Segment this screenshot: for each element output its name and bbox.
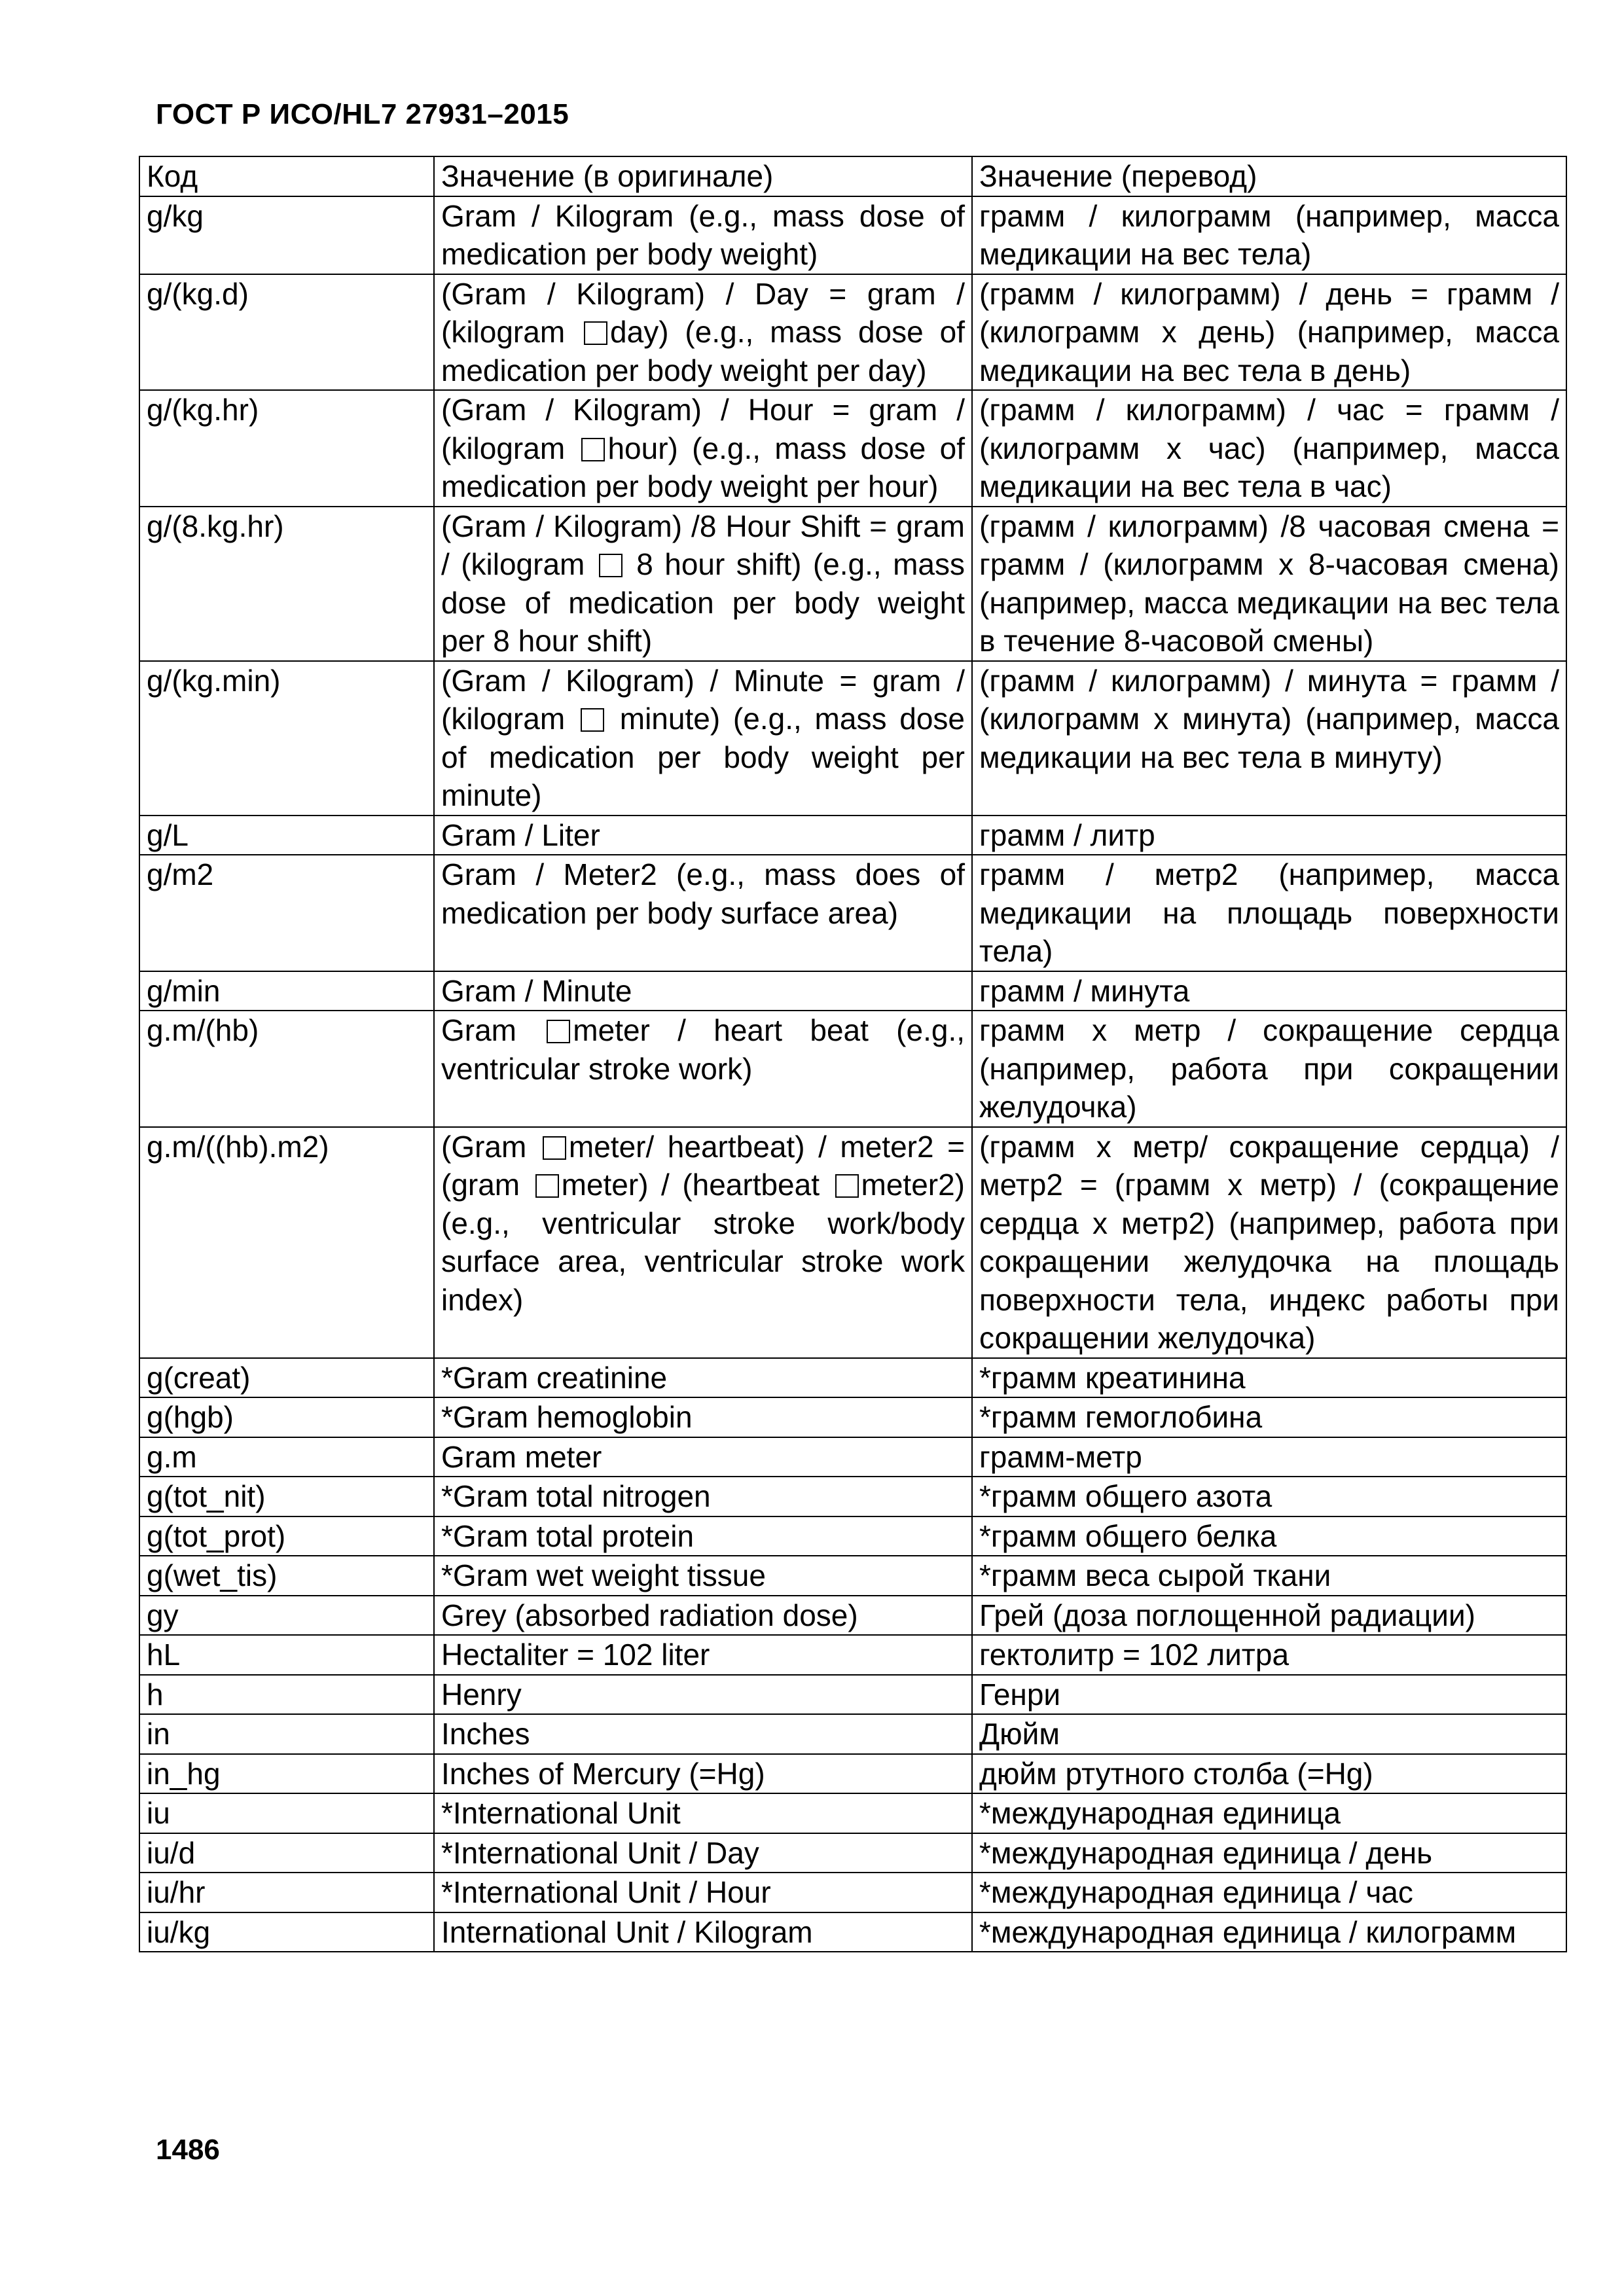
- multiply-box-icon: [581, 438, 605, 461]
- cell-code: g.m: [139, 1437, 434, 1477]
- table-row: [139, 1127, 1566, 1358]
- cell-translation: *международная единица / день: [972, 1833, 1566, 1873]
- cell-original: *International Unit / Hour: [434, 1873, 972, 1912]
- cell-code: g.m/(hb): [139, 1011, 434, 1127]
- table-row: [139, 507, 1566, 661]
- cell-code: g/(kg.d): [139, 274, 434, 391]
- column-header-original: Значение (в оригинале): [434, 156, 972, 196]
- table-row: [139, 855, 1566, 971]
- cell-code: h: [139, 1675, 434, 1715]
- cell-original: Henry: [434, 1675, 972, 1715]
- cell-original: Gram meter: [434, 1437, 972, 1477]
- table-row: [139, 1714, 1566, 1754]
- cell-code: g(tot_prot): [139, 1516, 434, 1556]
- table-row: [139, 1397, 1566, 1437]
- column-header-code: Код: [139, 156, 434, 196]
- cell-translation: грамм / килограмм (например, масса медикации на вес тела): [972, 196, 1566, 274]
- column-header-translation: Значение (перевод): [972, 156, 1566, 196]
- cell-translation: (грамм / килограмм) / день = грамм / (килограмм х день) (например, масса медикации на вес тела в день): [972, 274, 1566, 391]
- document-header: ГОСТ Р ИСО/HL7 27931–2015: [156, 98, 569, 130]
- cell-original: *International Unit: [434, 1793, 972, 1833]
- cell-code: in_hg: [139, 1754, 434, 1794]
- table-row: [139, 1358, 1566, 1398]
- table-row: [139, 196, 1566, 274]
- cell-code: iu: [139, 1793, 434, 1833]
- cell-original: *Gram wet weight tissue: [434, 1556, 972, 1596]
- cell-code: g/L: [139, 816, 434, 855]
- cell-translation: *грамм веса сырой ткани: [972, 1556, 1566, 1596]
- cell-translation: (грамм х метр/ сокращение сердца) / метр2 = (грамм х метр) / (сокращение сердца х метр2) (например, работа при сокращении желудочка на площадь поверхности тела, индекс работы при сокращении желудочка): [972, 1127, 1566, 1358]
- table-row: [139, 1675, 1566, 1715]
- cell-translation: (грамм / килограмм) / час = грамм / (килограмм х час) (например, масса медикации на вес тела в час): [972, 390, 1566, 507]
- cell-code: g/(8.kg.hr): [139, 507, 434, 661]
- cell-translation: гектолитр = 102 литра: [972, 1635, 1566, 1675]
- cell-code: g(tot_nit): [139, 1477, 434, 1516]
- cell-code: g/m2: [139, 855, 434, 971]
- table-row: [139, 1477, 1566, 1516]
- cell-translation: грамм / минута: [972, 971, 1566, 1011]
- multiply-box-icon: [581, 708, 604, 732]
- cell-original: (Gram / Kilogram) / Day = gram / (kilogram day) (e.g., mass dose of medication per body weight per day): [434, 274, 972, 391]
- cell-original: Grey (absorbed radiation dose): [434, 1596, 972, 1636]
- cell-translation: Генри: [972, 1675, 1566, 1715]
- cell-code: g(wet_tis): [139, 1556, 434, 1596]
- cell-original: *International Unit / Day: [434, 1833, 972, 1873]
- table-row: [139, 1754, 1566, 1794]
- cell-translation: *грамм общего азота: [972, 1477, 1566, 1516]
- cell-translation: Дюйм: [972, 1714, 1566, 1754]
- cell-original: Hectaliter = 102 liter: [434, 1635, 972, 1675]
- cell-original: *Gram hemoglobin: [434, 1397, 972, 1437]
- cell-original: International Unit / Kilogram: [434, 1912, 972, 1952]
- table-row: [139, 1011, 1566, 1127]
- cell-code: g/min: [139, 971, 434, 1011]
- cell-original: Gram / Minute: [434, 971, 972, 1011]
- cell-translation: грамм / метр2 (например, масса медикации на площадь поверхности тела): [972, 855, 1566, 971]
- cell-code: g/kg: [139, 196, 434, 274]
- cell-original: (Gram meter/ heartbeat) / meter2 = (gram meter) / (heartbeat meter2) (e.g., ventricular stroke work/body surface area, ventricular stroke work index): [434, 1127, 972, 1358]
- table-row: [139, 1793, 1566, 1833]
- cell-code: g.m/((hb).m2): [139, 1127, 434, 1358]
- cell-translation: грамм х метр / сокращение сердца (например, работа при сокращении желудочка): [972, 1011, 1566, 1127]
- cell-original: Inches of Mercury (=Hg): [434, 1754, 972, 1794]
- cell-code: g(creat): [139, 1358, 434, 1398]
- multiply-box-icon: [584, 321, 607, 345]
- cell-original: Gram / Meter2 (e.g., mass does of medication per body surface area): [434, 855, 972, 971]
- multiply-box-icon: [835, 1174, 859, 1198]
- multiply-box-icon: [535, 1174, 559, 1198]
- cell-translation: *грамм общего белка: [972, 1516, 1566, 1556]
- cell-translation: *международная единица: [972, 1793, 1566, 1833]
- cell-code: g(hgb): [139, 1397, 434, 1437]
- cell-translation: (грамм / килограмм) / минута = грамм / (килограмм х минута) (например, масса медикации на вес тела в минуту): [972, 661, 1566, 816]
- multiply-box-icon: [547, 1020, 570, 1043]
- cell-translation: Грей (доза поглощенной радиации): [972, 1596, 1566, 1636]
- cell-translation: *международная единица / килограмм: [972, 1912, 1566, 1952]
- table-row: [139, 1437, 1566, 1477]
- cell-translation: (грамм / килограмм) /8 часовая смена = грамм / (килограмм х 8-часовая смена) (например, масса медикации на вес тела в течение 8-часовой смены): [972, 507, 1566, 661]
- cell-original: *Gram creatinine: [434, 1358, 972, 1398]
- table-row: [139, 971, 1566, 1011]
- cell-translation: *грамм креатинина: [972, 1358, 1566, 1398]
- cell-code: g/(kg.min): [139, 661, 434, 816]
- table-header-row: [139, 156, 1566, 196]
- cell-code: gy: [139, 1596, 434, 1636]
- table-row: [139, 1873, 1566, 1912]
- cell-original: Inches: [434, 1714, 972, 1754]
- cell-original: Gram / Liter: [434, 816, 972, 855]
- table-row: [139, 1833, 1566, 1873]
- table-row: [139, 1635, 1566, 1675]
- page-number: 1486: [156, 2134, 220, 2166]
- cell-original: (Gram / Kilogram) / Minute = gram / (kilogram minute) (e.g., mass dose of medication per body weight per minute): [434, 661, 972, 816]
- multiply-box-icon: [543, 1136, 566, 1160]
- table-row: [139, 1596, 1566, 1636]
- cell-code: hL: [139, 1635, 434, 1675]
- cell-code: iu/d: [139, 1833, 434, 1873]
- table-row: [139, 661, 1566, 816]
- cell-original: (Gram / Kilogram) /8 Hour Shift = gram / (kilogram 8 hour shift) (e.g., mass dose of medication per body weight per 8 hour shift): [434, 507, 972, 661]
- cell-code: iu/kg: [139, 1912, 434, 1952]
- cell-original: (Gram / Kilogram) / Hour = gram / (kilogram hour) (e.g., mass dose of medication per body weight per hour): [434, 390, 972, 507]
- table-row: [139, 1912, 1566, 1952]
- table-row: [139, 1556, 1566, 1596]
- units-table: [139, 156, 1567, 1952]
- cell-code: in: [139, 1714, 434, 1754]
- table-row: [139, 1516, 1566, 1556]
- cell-original: Gram meter / heart beat (e.g., ventricular stroke work): [434, 1011, 972, 1127]
- multiply-box-icon: [599, 554, 623, 577]
- cell-code: g/(kg.hr): [139, 390, 434, 507]
- table-row: [139, 390, 1566, 507]
- cell-translation: *международная единица / час: [972, 1873, 1566, 1912]
- cell-code: iu/hr: [139, 1873, 434, 1912]
- table-row: [139, 274, 1566, 391]
- cell-original: *Gram total nitrogen: [434, 1477, 972, 1516]
- table-row: [139, 816, 1566, 855]
- cell-translation: грамм / литр: [972, 816, 1566, 855]
- cell-original: Gram / Kilogram (e.g., mass dose of medication per body weight): [434, 196, 972, 274]
- units-table-body: [139, 156, 1566, 1952]
- cell-translation: грамм-метр: [972, 1437, 1566, 1477]
- cell-translation: *грамм гемоглобина: [972, 1397, 1566, 1437]
- cell-translation: дюйм ртутного столба (=Hg): [972, 1754, 1566, 1794]
- cell-original: *Gram total protein: [434, 1516, 972, 1556]
